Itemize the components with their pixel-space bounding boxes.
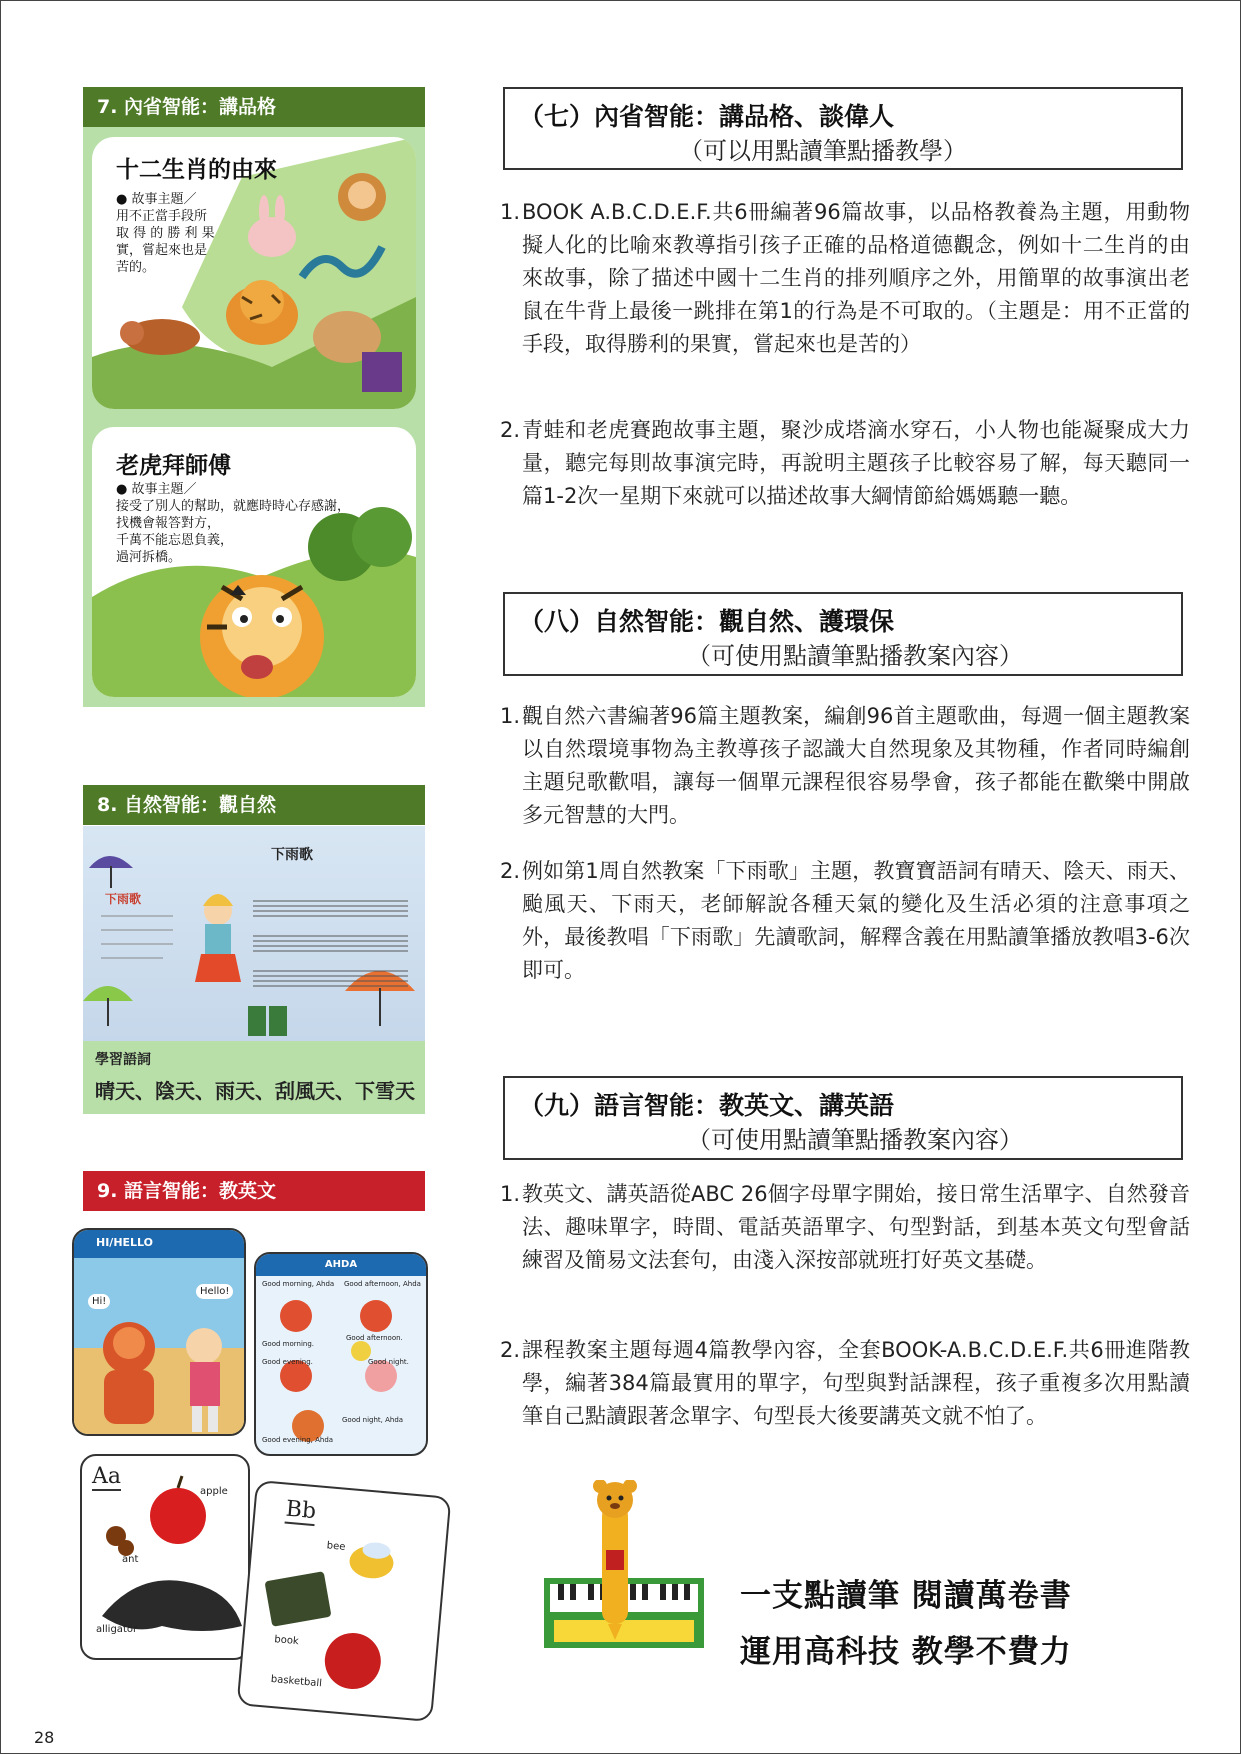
rain-song-illustration [83, 826, 425, 1041]
word-basketball: basketball [270, 1673, 323, 1690]
letter-b-label: Bb [284, 1496, 318, 1525]
item-text: BOOK A.B.C.D.E.F.共6冊編著96篇故事，以品格教養為主題，用動物擬人化的比喻來教導指引孩子正確的品格道德觀念，例如十二生肖的由來故事，除了描述中國十二生肖的排列順序之外，用簡單的故事演出老鼠在牛背上最後一跳排在第1的行為是不可取的。（主題是：用不正當的手段，取得勝利的果實，嘗起來也是苦的） [522, 200, 1190, 356]
vocabulary-label: 學習語詞 [95, 1052, 151, 1068]
section7-subtitle: （可以用點讀筆點播教學） [679, 137, 967, 165]
tiger-story-title: 老虎拜師傅 [116, 453, 231, 479]
section8-subtitle: （可使用點讀筆點播教案內容） [687, 642, 1023, 670]
word-ant: ant [122, 1554, 139, 1565]
ahda-line: Good morning. [262, 1340, 315, 1348]
item-text: 青蛙和老虎賽跑故事主題，聚沙成塔滴水穿石，小人物也能凝聚成大力量，聽完每則故事演完時，再說明主題孩子比較容易了解，每天聽同一篇1-2次一星期下來就可以描述故事大綱情節給媽媽聽一聽。 [522, 418, 1190, 508]
panel7-body [83, 127, 425, 707]
ahda-line: Good morning, Ahda [262, 1280, 335, 1288]
item-text: 觀自然六書編著96篇主題教案，編創96首主題歌曲，每週一個主題教案以自然環境事物為主教導孩子認識大自然現象及其物種，作者同時編創主題兒歌歡唱，讓每一個單元課程很容易學會，孩子都能在歡樂中開啟多元智慧的大門。 [522, 704, 1190, 827]
zodiac-story-title: 十二生肖的由來 [116, 157, 277, 183]
item-number: 2. [500, 1338, 521, 1362]
flashcard-letter-b [237, 1480, 452, 1722]
speech-bubble-hi: Hi! [88, 1294, 110, 1309]
flashcard-letter-a [80, 1454, 250, 1660]
section7-item [500, 196, 1190, 361]
vocabulary-words: 晴天、陰天、雨天、刮風天、下雪天 [95, 1079, 415, 1103]
item-text: 例如第1周自然教案「下雨歌」主題，教寶寶語詞有晴天、陰天、雨天、颱風天、下雨天，老師解說各種天氣的變化及生活必須的注意事項之外，最後教唱「下雨歌」先讀歌詞，解釋含義在用點讀筆播放教唱3-6次即可。 [522, 859, 1190, 982]
ahda-line: Good afternoon. [346, 1334, 403, 1342]
section9-title-box [503, 1076, 1183, 1160]
page-number: 28 [34, 1728, 55, 1747]
flashcard-hello-title: HI/HELLO [74, 1230, 244, 1258]
word-apple: apple [200, 1486, 228, 1497]
section9-title: （九）語言智能：教英文、講英語 [519, 1091, 895, 1120]
zodiac-story-theme: ● 故事主題／ 用不正當手段所 取 得 的 勝 利 果 實，嘗起來也是 苦的。 [116, 192, 215, 275]
ahda-line: Good night. [368, 1358, 409, 1366]
flashcard-ahda-title: AHDA [256, 1254, 426, 1276]
letter-a-label: Aa [92, 1464, 122, 1489]
section7-title-box [503, 87, 1183, 170]
section8-item [500, 855, 1190, 987]
section7-title: （七）內省智能：講品格、談偉人 [519, 102, 895, 131]
speech-bubble-hello: Hello! [196, 1284, 233, 1299]
section8-item [500, 700, 1190, 832]
vocabulary-box [83, 1041, 425, 1114]
section7-item [500, 414, 1190, 513]
item-number: 1. [500, 1182, 521, 1206]
word-alligator: alligator [96, 1624, 138, 1635]
promo-line-1: 一支點讀筆 閱讀萬卷書 [740, 1578, 1072, 1614]
item-number: 2. [500, 418, 521, 442]
ahda-line: Good afternoon, Ahda [344, 1280, 421, 1288]
song-lyrics-title: 下雨歌 [105, 892, 142, 906]
panel7-header: 7. 內省智能：講品格 [83, 87, 425, 127]
ahda-line: Good evening. [262, 1358, 313, 1366]
panel8-header: 8. 自然智能：觀自然 [83, 785, 425, 825]
reading-pen-product-image [540, 1480, 740, 1680]
tiger-story-theme: ● 故事主題／ 接受了別人的幫助，就應時時心存感謝， 找機會報答對方， 千萬不能忘恩負義， 過河拆橋。 [116, 482, 351, 565]
item-number: 1. [500, 704, 521, 728]
section8-title: （八）自然智能：觀自然、護環保 [519, 607, 895, 636]
song-sheet-title: 下雨歌 [271, 847, 313, 863]
panel9-header: 9. 語言智能：教英文 [83, 1171, 425, 1211]
zodiac-story-card [92, 137, 416, 409]
section8-title-box [503, 592, 1183, 676]
item-text: 課程教案主題每週4篇教學內容，全套BOOK-A.B.C.D.E.F.共6冊進階教學，編著384篇最實用的單字，句型與對話課程，孩子重複多次用點讀筆自己點讀跟著念單字、句型長大後要講英文就不怕了。 [522, 1338, 1190, 1428]
section9-subtitle: （可使用點讀筆點播教案內容） [687, 1126, 1023, 1154]
section9-item [500, 1334, 1190, 1433]
item-number: 2. [500, 859, 521, 883]
flashcard-ahda [254, 1252, 428, 1456]
ahda-line: Good night, Ahda [342, 1416, 404, 1424]
item-number: 1. [500, 200, 521, 224]
section9-item [500, 1178, 1190, 1277]
ahda-line: Good evening, Ahda [262, 1436, 334, 1444]
word-book: book [273, 1634, 300, 1648]
word-bee: bee [326, 1540, 346, 1553]
promo-line-2: 運用高科技 教學不費力 [740, 1634, 1072, 1670]
tiger-story-card [92, 427, 416, 697]
flashcard-hello [72, 1228, 246, 1436]
item-text: 教英文、講英語從ABC 26個字母單字開始，接日常生活單字、自然發音法、趣味單字，時間、電話英語單字、句型對話，到基本英文句型會話練習及簡易文法套句，由淺入深按部就班打好英文基礎。 [522, 1182, 1190, 1272]
